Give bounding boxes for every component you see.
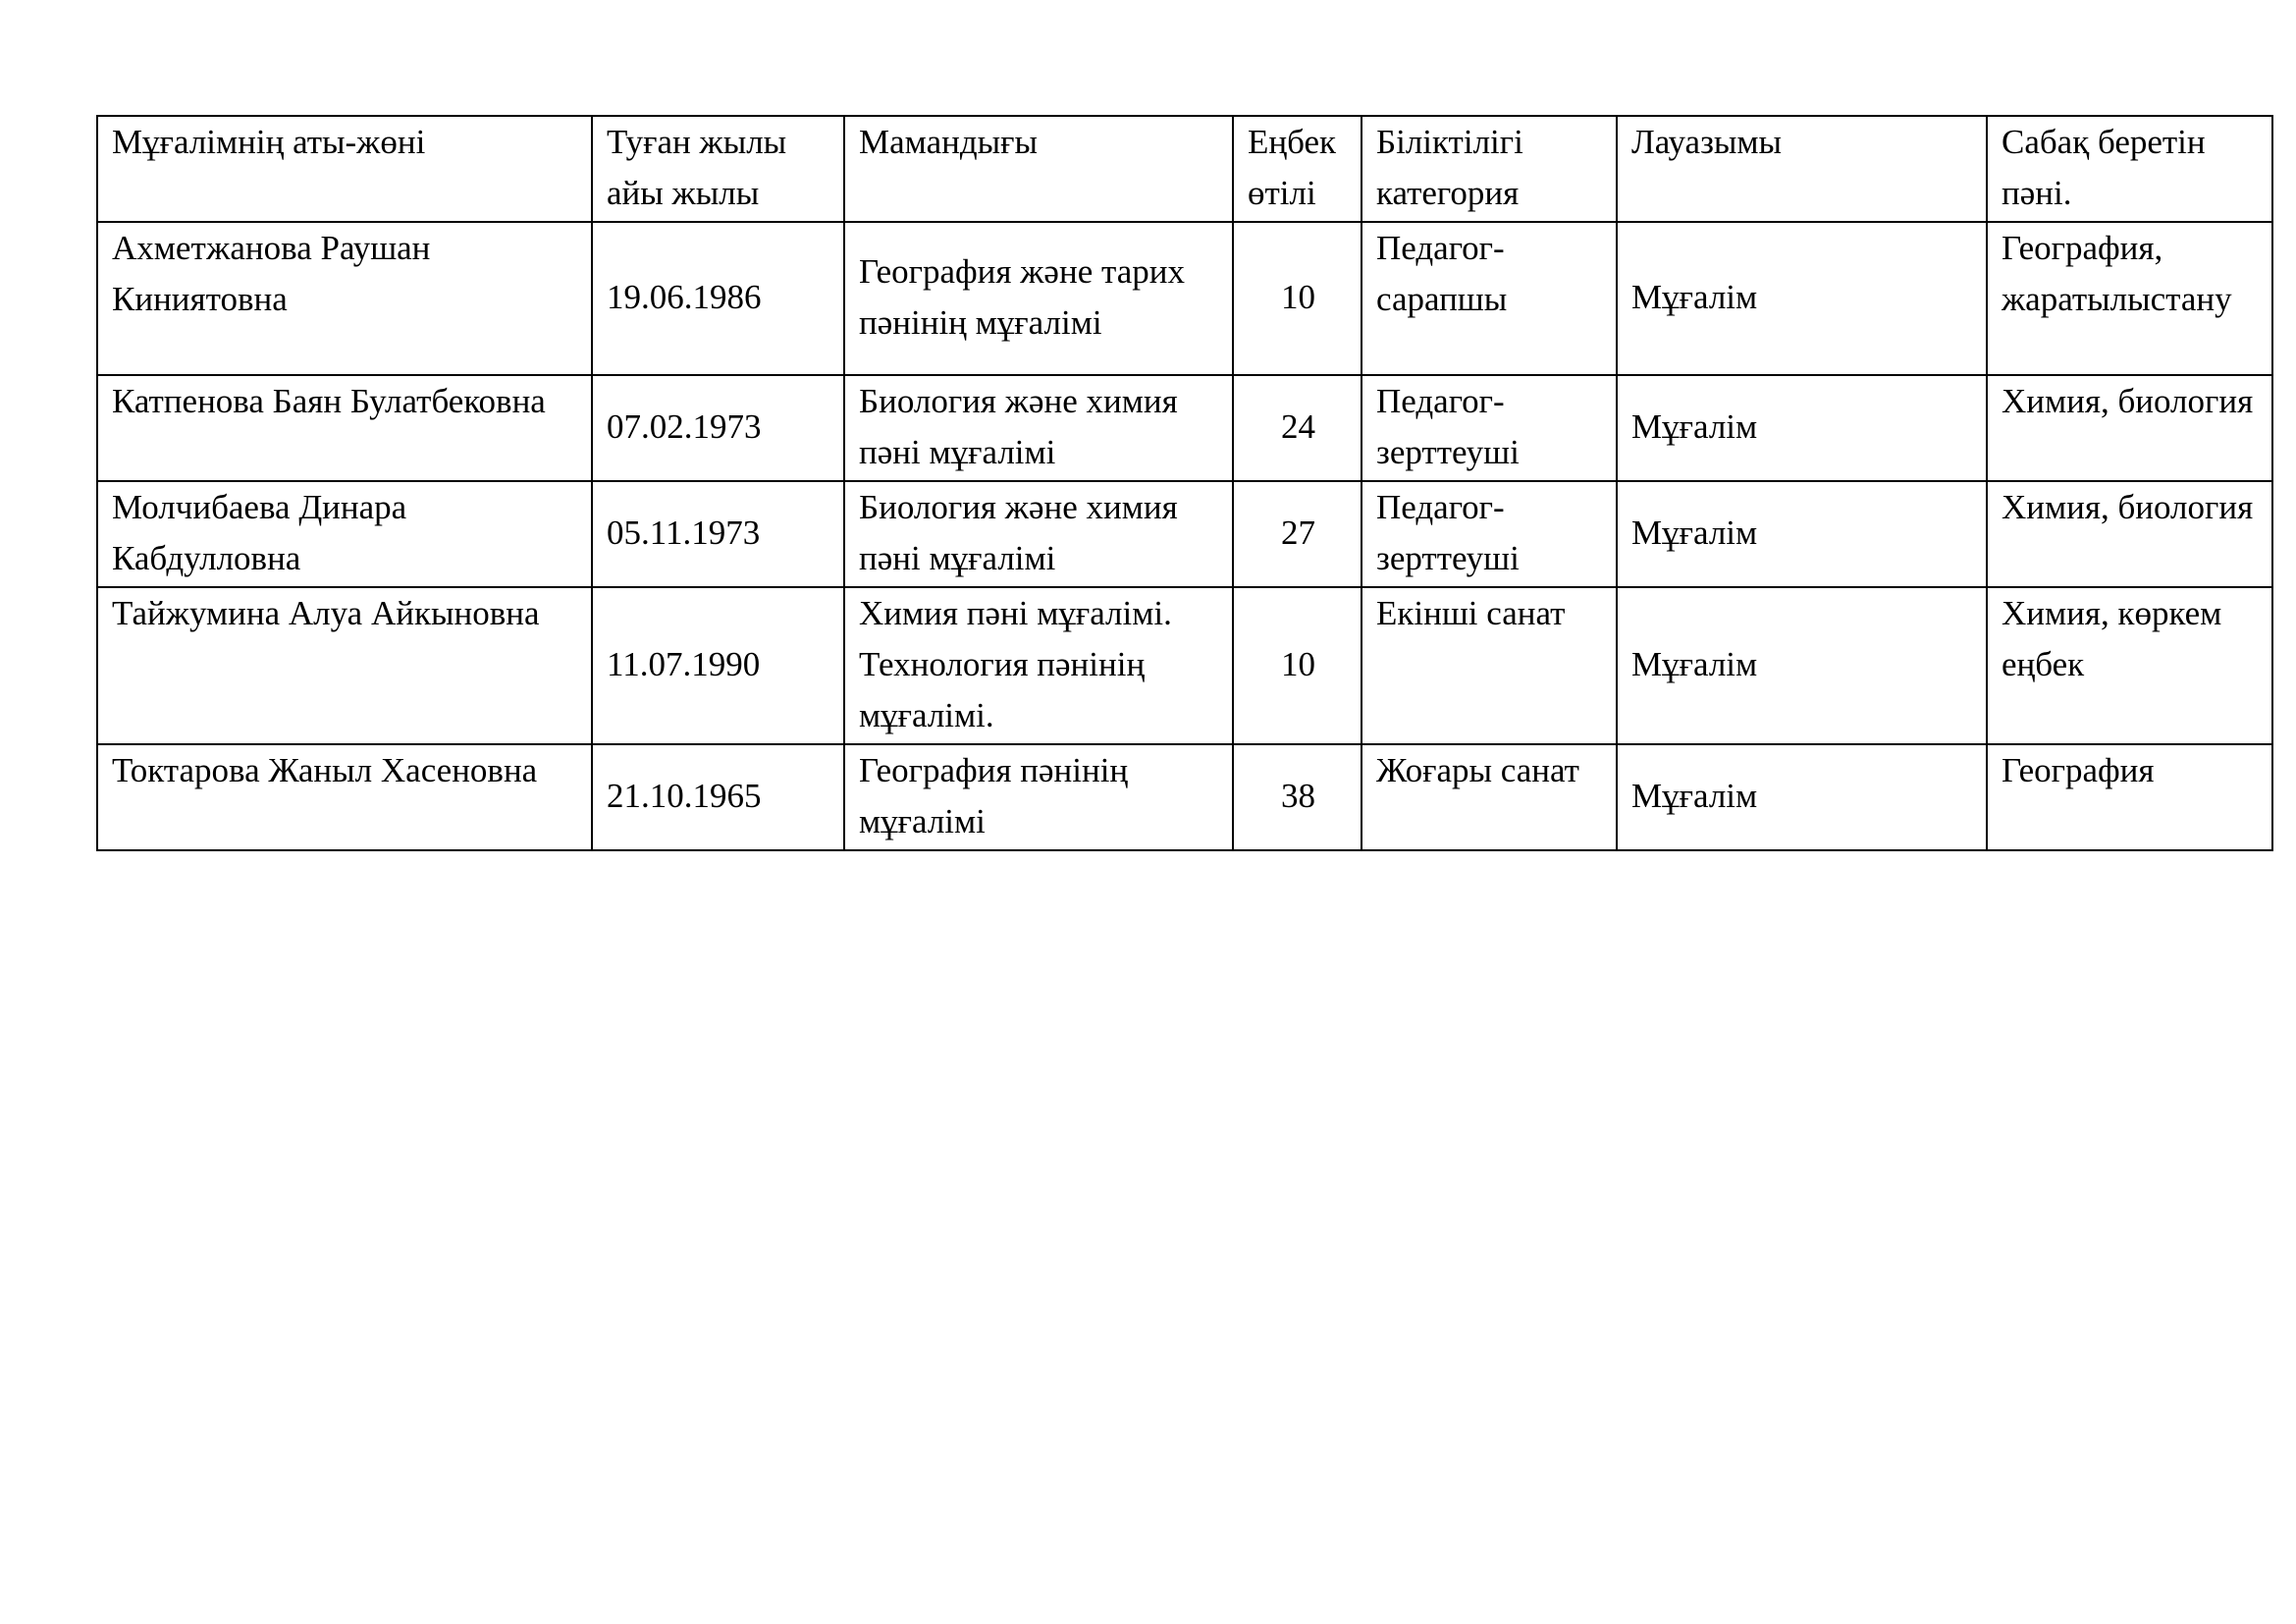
cell-category: Педагог-сарапшы [1362, 222, 1617, 375]
cell-subject: Химия, биология [1987, 375, 2272, 481]
cell-specialty: Биология және химия пәні мұғалімі [844, 481, 1233, 587]
cell-birth-date: 11.07.1990 [592, 587, 844, 744]
cell-category: Педагог-зерттеуші [1362, 375, 1617, 481]
cell-position: Мұғалім [1617, 222, 1987, 375]
cell-subject: Химия, көркем еңбек [1987, 587, 2272, 744]
cell-position: Мұғалім [1617, 375, 1987, 481]
table-row [97, 222, 2272, 375]
header-category: Біліктілігі категория [1362, 116, 1617, 222]
table-row [97, 587, 2272, 744]
cell-specialty: Химия пәні мұғалімі. Технология пәнінің мұғалімі. [844, 587, 1233, 744]
cell-subject: География [1987, 744, 2272, 850]
cell-subject: Химия, биология [1987, 481, 2272, 587]
header-specialty: Мамандығы [844, 116, 1233, 222]
header-subject: Сабақ беретін пәні. [1987, 116, 2272, 222]
cell-name: Катпенова Баян Булатбековна [97, 375, 592, 481]
cell-position: Мұғалім [1617, 744, 1987, 850]
cell-category: Екінші санат [1362, 587, 1617, 744]
cell-category: Жоғары санат [1362, 744, 1617, 850]
cell-name: Токтарова Жаныл Хасеновна [97, 744, 592, 850]
cell-specialty: Биология және химия пәні мұғалімі [844, 375, 1233, 481]
cell-subject: География, жаратылыстану [1987, 222, 2272, 375]
cell-category: Педагог-зерттеуші [1362, 481, 1617, 587]
cell-position: Мұғалім [1617, 481, 1987, 587]
cell-name: Ахметжанова Раушан Киниятовна [97, 222, 592, 375]
table-row [97, 744, 2272, 850]
cell-experience: 10 [1233, 222, 1362, 375]
table-row [97, 375, 2272, 481]
cell-experience: 24 [1233, 375, 1362, 481]
table-row [97, 481, 2272, 587]
cell-birth-date: 05.11.1973 [592, 481, 844, 587]
cell-position: Мұғалім [1617, 587, 1987, 744]
cell-birth-date: 19.06.1986 [592, 222, 844, 375]
teachers-table [96, 115, 2273, 851]
cell-name: Молчибаева Динара Кабдулловна [97, 481, 592, 587]
cell-experience: 10 [1233, 587, 1362, 744]
cell-experience: 27 [1233, 481, 1362, 587]
header-experience: Еңбек өтілі [1233, 116, 1362, 222]
cell-name: Тайжумина Алуа Айкыновна [97, 587, 592, 744]
table-header-row [97, 116, 2272, 222]
cell-specialty: География пәнінің мұғалімі [844, 744, 1233, 850]
header-position: Лауазымы [1617, 116, 1987, 222]
header-birth-date: Туған жылы айы жылы [592, 116, 844, 222]
cell-birth-date: 07.02.1973 [592, 375, 844, 481]
cell-experience: 38 [1233, 744, 1362, 850]
header-name: Мұғалімнің аты-жөні [97, 116, 592, 222]
cell-specialty: География және тарих пәнінің мұғалімі [844, 222, 1233, 375]
cell-birth-date: 21.10.1965 [592, 744, 844, 850]
